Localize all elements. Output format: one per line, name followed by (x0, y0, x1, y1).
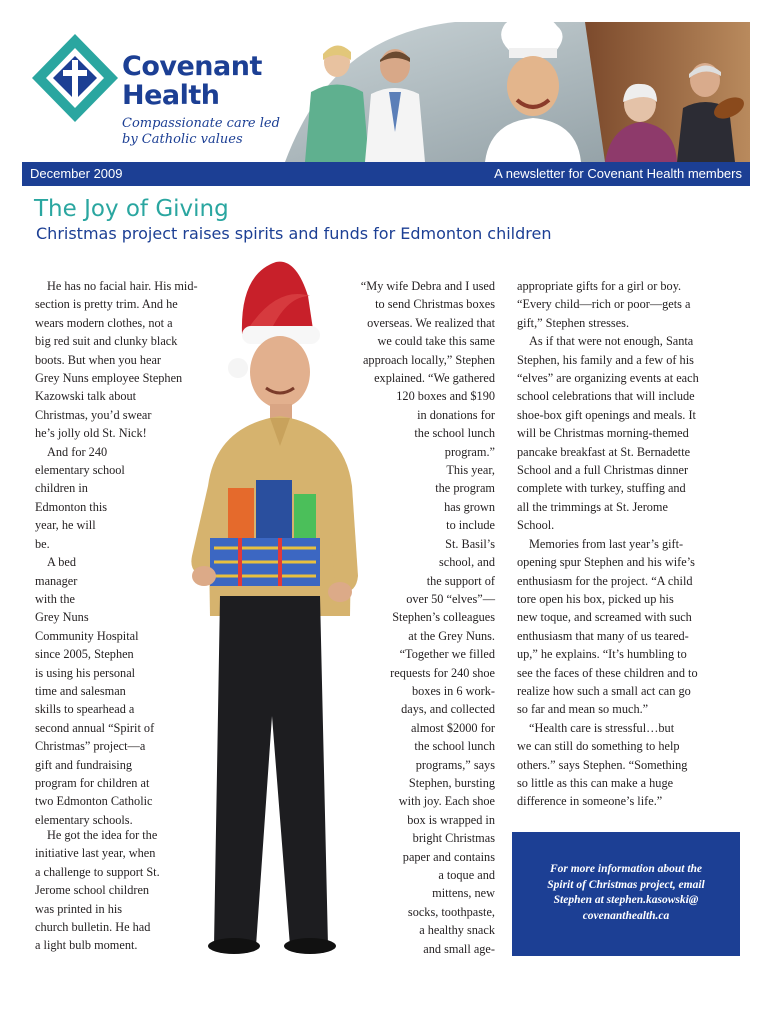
text-line: Edmonton this (35, 499, 108, 514)
text-line: Stephen, bursting (408, 775, 495, 790)
text-line: with the (35, 591, 75, 606)
text-line: requests for 240 shoe (390, 665, 495, 680)
text-line: program for children at (35, 775, 150, 790)
text-line: we can still do something to help (517, 739, 680, 754)
text-line: to send Christmas boxes (375, 297, 495, 312)
text-line: a challenge to support St. (35, 864, 160, 879)
column-1b-text (35, 826, 160, 955)
text-line: “elves” are organizing events at each (517, 371, 699, 386)
column-2-text (335, 277, 495, 958)
text-line: others.” says Stephen. “Something (517, 757, 688, 772)
text-line: “Every child—rich or poor—gets a (517, 297, 691, 312)
text-line: the support of (426, 573, 495, 588)
text-line: at the Grey Nuns. (408, 628, 495, 643)
text-line: section is pretty trim. And he (35, 297, 178, 312)
text-line: was printed in his (35, 901, 123, 916)
text-line: program.” (444, 444, 495, 459)
text-line: complete with turkey, stuffing and (517, 481, 686, 496)
text-line: we could take this same (377, 334, 495, 349)
text-line: Grey Nuns employee Stephen (35, 371, 183, 386)
covenant-health-logo-icon (30, 32, 120, 126)
text-line: a healthy snack (419, 923, 495, 938)
text-line: explained. “We gathered (374, 371, 495, 386)
text-line: days, and collected (401, 702, 495, 717)
text-line: the school lunch (414, 426, 495, 441)
text-line: elementary school (35, 463, 125, 478)
text-line: Community Hospital (35, 628, 139, 643)
text-line: church bulletin. He had (35, 920, 151, 935)
text-line: realize how such a small act can go (517, 683, 691, 698)
text-line: Grey Nuns (35, 610, 89, 625)
text-line: has grown (444, 499, 495, 514)
text-line: box is wrapped in (407, 812, 495, 827)
text-line: skills to spearhead a (35, 702, 135, 717)
text-line: Stephen, his family and a few of his (517, 352, 694, 367)
column-3-text (517, 277, 699, 811)
article-subtitle: Christmas project raises spirits and funds for Edmonton children (36, 224, 552, 243)
text-line: shoe-box gift openings and meals. It (517, 407, 696, 422)
text-line: school celebrations that will include (517, 389, 695, 404)
text-line: up,” he explains. “It’s humbling to (517, 647, 687, 662)
text-line: overseas. We realized that (367, 315, 495, 330)
text-line: big red suit and clunky black (35, 334, 178, 349)
text-line: all the trimmings at St. Jerome (517, 499, 668, 514)
text-line: manager (35, 573, 78, 588)
santa-stephen-photo (180, 256, 360, 956)
article-title: The Joy of Giving (34, 196, 229, 222)
text-line: 120 boxes and $190 (396, 389, 495, 404)
text-line: As if that were not enough, Santa (529, 334, 694, 349)
text-line: a toque and (438, 868, 495, 882)
text-line: second annual “Spirit of (35, 720, 155, 735)
text-line: be. (35, 536, 50, 551)
text-line: mittens, new (432, 886, 495, 901)
brand-name: Covenant Health (122, 51, 262, 111)
text-line: the school lunch (414, 739, 495, 754)
text-line: over 50 “elves”— (406, 591, 495, 606)
text-line: initiative last year, when (35, 846, 156, 861)
text-line: covenanthealth.ca (582, 909, 670, 922)
text-line: boxes in 6 work- (412, 683, 495, 698)
text-line: since 2005, Stephen (35, 647, 134, 662)
text-line: the program (435, 481, 495, 496)
text-line: with joy. Each shoe (398, 794, 495, 809)
text-line: He got the idea for the (47, 828, 158, 842)
text-line: gift and fundraising (35, 757, 132, 772)
text-line: see the faces of these children and to (517, 665, 698, 680)
text-line: and small age- (423, 941, 495, 956)
text-line: difference in someone’s life.” (517, 794, 663, 809)
text-line: enthusiasm for the project. “A child (517, 573, 693, 588)
tagline: Compassionate care led by Catholic values (122, 116, 280, 147)
text-line: Memories from last year’s gift- (529, 536, 684, 551)
text-line: new toque, and screamed with such (517, 610, 692, 625)
text-line: And for 240 (47, 444, 108, 459)
text-line: bright Christmas (412, 831, 495, 846)
text-line: elementary schools. (35, 812, 133, 827)
text-line: He has no facial hair. His mid- (47, 279, 198, 293)
text-line: tore open his box, picked up his (517, 591, 674, 606)
text-line: almost $2000 for (410, 720, 495, 735)
text-line: school, and (438, 555, 495, 570)
text-line: “My wife Debra and I used (360, 279, 495, 293)
text-line: Kazowski talk about (35, 389, 137, 404)
text-line: year, he will (35, 518, 96, 533)
issue-date: December 2009 (30, 166, 123, 181)
text-line: School and a full Christmas dinner (517, 463, 689, 478)
text-line: A bed (47, 555, 77, 570)
text-line: Christmas” project—a (35, 739, 146, 754)
text-line: programs,” says (415, 757, 495, 772)
text-line: Christmas, you’d swear (35, 407, 152, 422)
text-line: so little as this can make a huge (517, 775, 674, 790)
text-line: enthusiasm that many of us teared- (517, 628, 689, 643)
newsletter-description: A newsletter for Covenant Health members (494, 166, 742, 181)
text-line: to include (446, 518, 495, 533)
text-line: Stephen at stephen.kasowski@ (553, 894, 699, 906)
text-line: School. (517, 518, 555, 533)
text-line: wears modern clothes, not a (35, 315, 173, 330)
text-line: For more information about the (549, 863, 703, 875)
text-line: two Edmonton Catholic (35, 794, 153, 809)
text-line: Spirit of Christmas project, email (547, 878, 705, 891)
text-line: opening spur Stephen and his wife’s (517, 555, 695, 570)
text-line: time and salesman (35, 683, 126, 698)
text-line: “Health care is stressful…but (529, 720, 675, 735)
text-line: paper and contains (402, 849, 495, 864)
text-line: socks, toothpaste, (407, 904, 495, 919)
text-line: pancake breakfast at St. Bernadette (517, 444, 691, 459)
text-line: boots. But when you hear (35, 352, 162, 367)
text-line: he’s jolly old St. Nick! (35, 426, 147, 441)
text-line: appropriate gifts for a girl or boy. (517, 279, 682, 293)
text-line: St. Basil’s (445, 536, 495, 551)
text-line: gift,” Stephen stresses. (517, 315, 630, 330)
info-box-text (520, 862, 732, 924)
text-line: Jerome school children (35, 883, 150, 898)
text-line: is using his personal (35, 665, 136, 680)
text-line: children in (35, 481, 88, 496)
text-line: “Together we filled (399, 647, 495, 662)
text-line: in donations for (417, 407, 495, 422)
text-line: Stephen’s colleagues (392, 610, 495, 625)
text-line: will be Christmas morning-themed (517, 426, 689, 441)
text-line: so far and mean so much.” (517, 702, 649, 717)
text-line: approach locally,” Stephen (362, 352, 495, 367)
column-1-text (35, 277, 198, 829)
header-photo-collage (285, 22, 750, 162)
text-line: a light bulb moment. (35, 938, 138, 953)
text-line: This year, (446, 463, 495, 478)
